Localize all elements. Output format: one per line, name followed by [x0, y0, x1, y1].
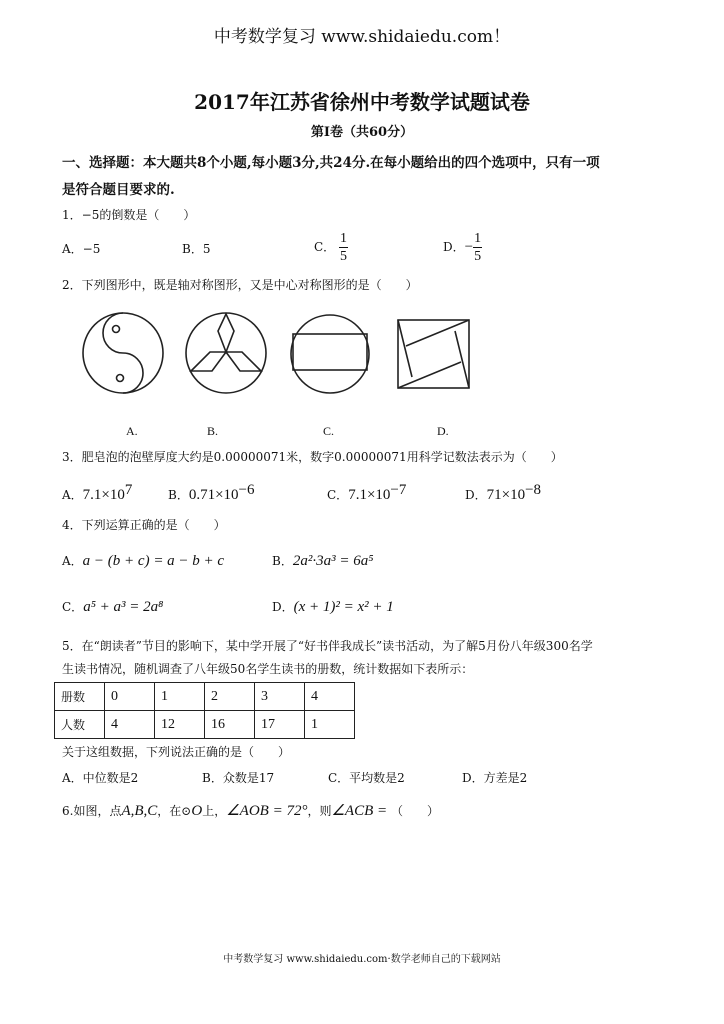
option-label: D． [465, 488, 487, 502]
option-exponent: 7 [124, 482, 133, 498]
table-cell: 2 [205, 683, 255, 711]
figure-label-d: D. [437, 424, 449, 438]
figure-label-c: C. [323, 424, 335, 438]
option-exponent: −6 [238, 482, 255, 498]
q6-circle-name: O [191, 803, 203, 819]
q6-text: ，则 [307, 804, 332, 818]
option-expression: (x + 1)² = x² + 1 [293, 599, 394, 615]
q6-angle-acb: ∠ACB = [331, 803, 388, 819]
denominator: 5 [340, 249, 348, 264]
option-label: C． [62, 600, 84, 614]
table-cell: 册数 [55, 683, 105, 711]
minus-sign: − [464, 239, 474, 255]
q5-option-b: B．众数是17 [202, 771, 275, 785]
q1-option-c [314, 230, 348, 265]
figure-c-circle-rectangle [291, 315, 369, 393]
option-label: B． [272, 554, 293, 568]
option-base: 71×10 [486, 487, 526, 503]
q4-option-c [62, 598, 163, 616]
option-exponent: −8 [525, 482, 542, 498]
option-label: B． [168, 488, 189, 502]
q2-stem: 2．下列图形中，既是轴对称图形，又是中心对称图形的是（ ） [62, 278, 418, 292]
option-exponent: −7 [390, 482, 407, 498]
figure-b-three-diamonds [186, 313, 266, 393]
page-header: 中考数学复习 www.shidaiedu.com！ [213, 27, 511, 47]
option-base: 0.71×10 [188, 487, 239, 503]
q1-option-d [443, 230, 482, 265]
table-cell: 17 [255, 711, 305, 739]
q6-text: 6.如图，点 [62, 804, 122, 818]
option-label: A． [62, 488, 83, 502]
option-label: D． [272, 600, 294, 614]
q5-option-c: C．平均数是2 [328, 771, 405, 785]
option-label: A． [62, 554, 83, 568]
section-instructions-line1: 一、选择题：本大题共8个小题,每小题3分,共24分.在每小题给出的四个选项中，只有一项 [62, 155, 600, 171]
denominator: 5 [474, 249, 482, 264]
section-instructions-line2: 是符合题目要求的. [62, 182, 175, 198]
part-subtitle: 第Ⅰ卷（共60分） [310, 125, 414, 140]
option-expression: a⁵ + a³ = 2a⁸ [83, 599, 164, 615]
table-cell: 人数 [55, 711, 105, 739]
table-cell: 12 [155, 711, 205, 739]
q4-option-d [272, 598, 394, 616]
table-row [55, 711, 355, 739]
exam-title: 2017年江苏省徐州中考数学试题试卷 [194, 90, 530, 114]
figure-a-yin-yang [83, 313, 163, 393]
q5-data-table [54, 682, 355, 739]
q3-option-a [62, 482, 132, 504]
numerator: 1 [340, 231, 348, 246]
q3-stem: 3．肥皂泡的泡壁厚度大约是0.00000071米，数字0.00000071用科学记数法表示为（ ） [62, 450, 563, 464]
figure-label-a: A. [126, 424, 138, 438]
table-row [55, 683, 355, 711]
q1-option-c-fraction [339, 230, 348, 265]
q6-answer-blank: （ ） [390, 804, 439, 818]
q4-stem: 4．下列运算正确的是（ ） [62, 518, 226, 532]
option-expression: 2a²·3a³ = 6a⁵ [292, 553, 374, 569]
option-label: C． [327, 488, 349, 502]
q1-option-c-label: C． [314, 240, 336, 254]
table-cell: 4 [305, 683, 355, 711]
table-cell: 3 [255, 683, 305, 711]
figure-label-b: B. [207, 424, 219, 438]
q6-stem [62, 801, 439, 820]
q1-option-d-fraction [473, 230, 482, 265]
q1-option-b: B．5 [182, 242, 211, 256]
q5-option-a: A．中位数是2 [62, 771, 139, 785]
q1-option-a: A．−5 [62, 242, 101, 256]
q4-option-b [272, 552, 373, 570]
page-footer: 中考数学复习 www.shidaiedu.com·数学老师自己的下载网站 [223, 954, 501, 965]
q6-points: A,B,C [121, 803, 158, 819]
q5-stem2: 关于这组数据，下列说法正确的是（ ） [62, 745, 291, 759]
table-cell: 1 [155, 683, 205, 711]
q5-option-d: D．方差是2 [462, 771, 528, 785]
table-cell: 16 [205, 711, 255, 739]
q3-option-d [465, 482, 541, 504]
q6-text: 上， [202, 804, 227, 818]
q1-stem: 1．−5的倒数是（ ） [62, 208, 196, 222]
table-cell: 4 [105, 711, 155, 739]
q2-figures [60, 300, 500, 400]
q4-option-a [62, 552, 224, 570]
q5-stem-line2: 生读书情况，随机调查了八年级50名学生读书的册数，统计数据如下表所示： [62, 662, 474, 676]
q3-option-b [168, 482, 255, 504]
option-expression: a − (b + c) = a − b + c [82, 553, 225, 569]
table-cell: 1 [305, 711, 355, 739]
figure-d-square-in-square [398, 320, 469, 388]
table-cell: 0 [105, 683, 155, 711]
q5-stem-line1: 5．在“朗读者”节目的影响下，某中学开展了“好书伴我成长”读书活动，为了解5月份八年级300名学 [62, 639, 593, 653]
q6-text: ，在⊙ [157, 804, 192, 818]
q6-angle-aob: ∠AOB = 72° [226, 803, 308, 819]
option-base: 7.1×10 [348, 487, 391, 503]
q3-option-c [327, 482, 406, 504]
numerator: 1 [474, 231, 482, 246]
option-base: 7.1×10 [82, 487, 125, 503]
q1-option-d-label: D． [443, 240, 465, 254]
